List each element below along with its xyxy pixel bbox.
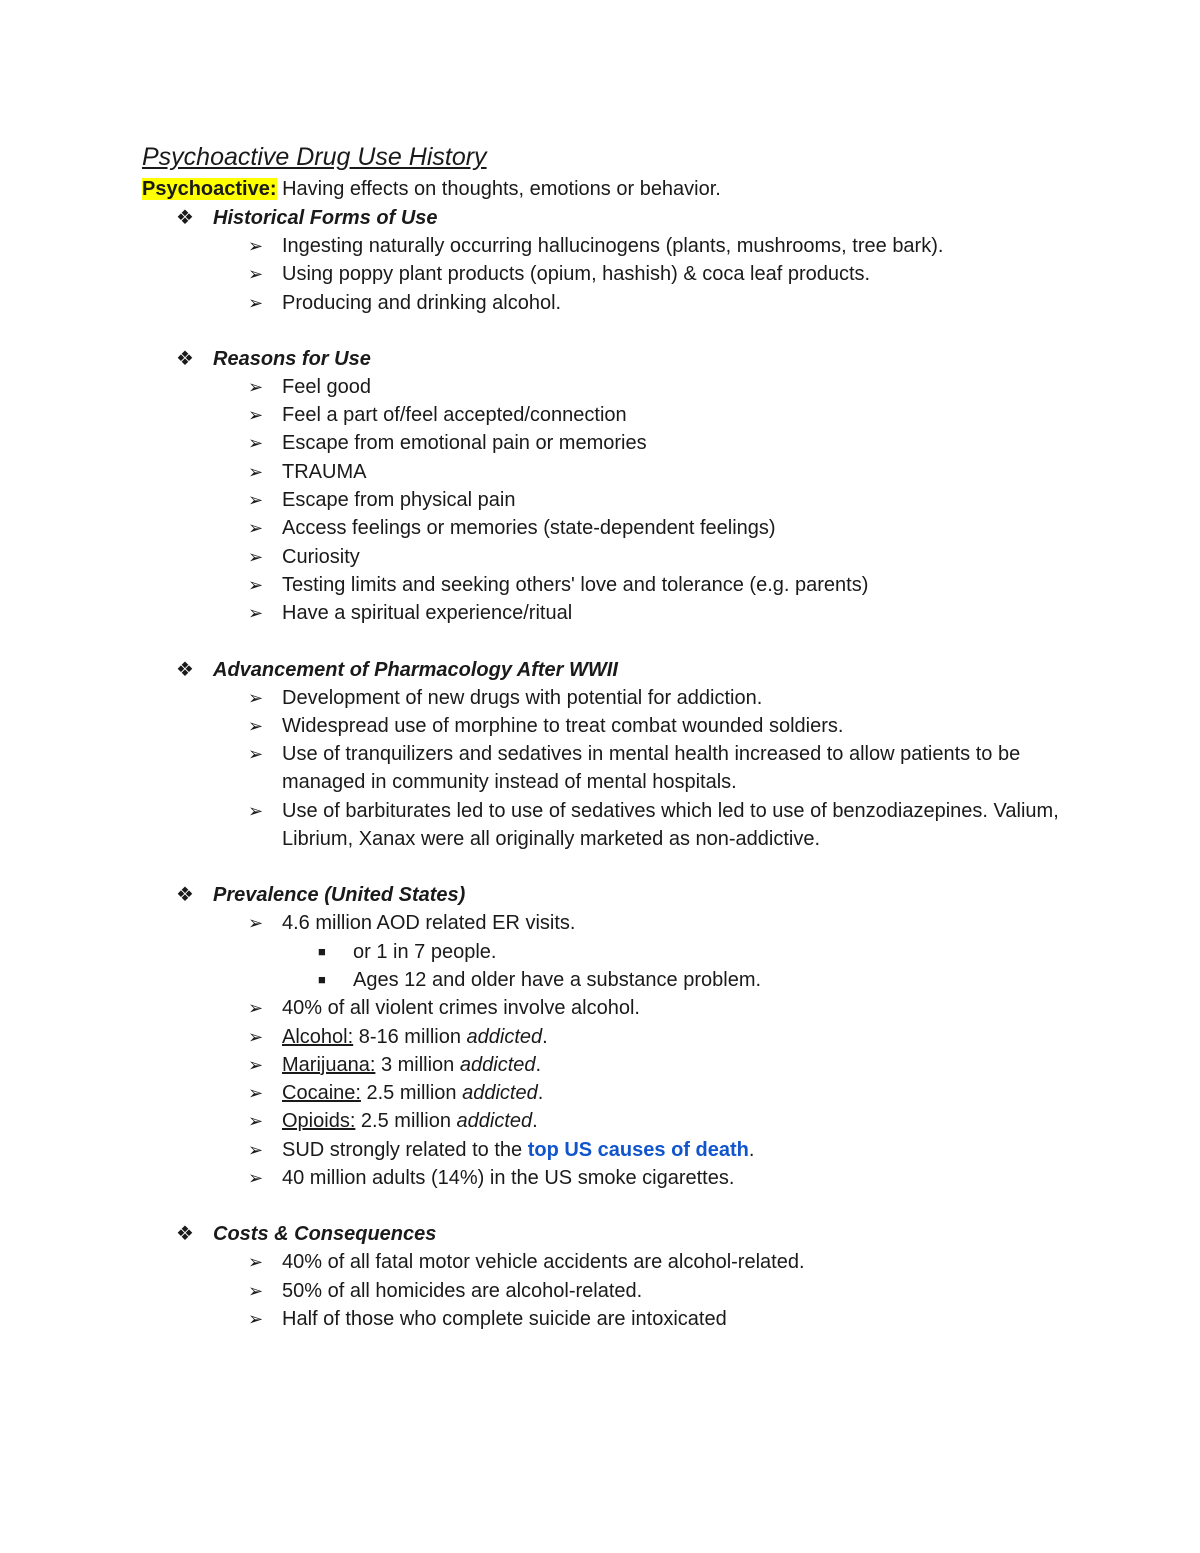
section-historical-forms: [142, 204, 1102, 317]
list-item: ➢ Producing and drinking alcohol.: [142, 289, 1102, 317]
bullet-list: [142, 909, 1102, 1192]
list-item: ➢ Widespread use of morphine to treat combat wounded soldiers.: [142, 712, 1102, 740]
definition-text: Having effects on thoughts, emotions or behavior.: [276, 178, 721, 200]
arrow-bullet-icon: ➢: [248, 376, 264, 397]
arrow-bullet-icon: ➢: [248, 603, 264, 624]
list-item: ➢ Feel a part of/feel accepted/connection: [142, 401, 1102, 429]
bullet-list: [142, 373, 1102, 628]
list-item: ➢ Ingesting naturally occurring hallucinogens (plants, mushrooms, tree bark).: [142, 232, 1102, 260]
arrow-bullet-icon: ➢: [248, 1252, 264, 1273]
arrow-bullet-icon: ➢: [248, 461, 264, 482]
document-page: [142, 140, 1102, 1333]
section-pharmacology-after-wwii: [142, 656, 1102, 854]
arrow-bullet-icon: ➢: [248, 1054, 264, 1075]
list-item: ➢ 50% of all homicides are alcohol-related.: [142, 1277, 1102, 1305]
substance-cocaine: ➢ Cocaine: 2.5 million addicted.: [142, 1079, 1102, 1107]
diamond-bullet-icon: ❖: [176, 207, 194, 229]
arrow-bullet-icon: ➢: [248, 1168, 264, 1189]
list-item: ➢ Testing limits and seeking others' love and tolerance (e.g. parents): [142, 571, 1102, 599]
list-item: ➢ Feel good: [142, 373, 1102, 401]
diamond-bullet-icon: ❖: [176, 347, 194, 370]
list-item: ➢ Have a spiritual experience/ritual: [142, 599, 1102, 627]
arrow-bullet-icon: ➢: [248, 518, 264, 539]
list-item: ➢ 40 million adults (14%) in the US smoke cigarettes.: [142, 1164, 1102, 1192]
arrow-bullet-icon: ➢: [248, 292, 264, 313]
section-heading: ❖ Costs & Consequences: [142, 1220, 1102, 1248]
section-heading: ❖ Advancement of Pharmacology After WWII: [142, 656, 1102, 684]
substance-opioids: ➢ Opioids: 2.5 million addicted.: [142, 1107, 1102, 1135]
square-bullet-icon: ■: [318, 943, 326, 959]
arrow-bullet-icon: ➢: [248, 687, 264, 708]
page-title: Psychoactive Drug Use History: [142, 143, 487, 171]
list-item: ➢ 4.6 million AOD related ER visits.: [142, 909, 1102, 937]
arrow-bullet-icon: ➢: [248, 433, 264, 454]
section-heading: ❖ Reasons for Use: [142, 345, 1102, 373]
list-item: ➢ Access feelings or memories (state-dependent feelings): [142, 514, 1102, 542]
arrow-bullet-icon: ➢: [248, 800, 264, 821]
section-reasons-for-use: [142, 345, 1102, 628]
arrow-bullet-icon: ➢: [248, 1139, 264, 1160]
causes-of-death-link[interactable]: top US causes of death: [527, 1138, 749, 1161]
sub-list-item: ■ or 1 in 7 people.: [142, 938, 1102, 966]
list-item: ➢ Using poppy plant products (opium, hashish) & coca leaf products.: [142, 260, 1102, 288]
list-item: ➢ 40% of all fatal motor vehicle accidents are alcohol-related.: [142, 1248, 1102, 1276]
bullet-list: [142, 684, 1102, 854]
arrow-bullet-icon: ➢: [248, 744, 264, 765]
section-heading: ❖ Prevalence (United States): [142, 881, 1102, 909]
list-item: ➢ Curiosity: [142, 543, 1102, 571]
bullet-list: [142, 232, 1102, 317]
arrow-bullet-icon: ➢: [248, 264, 264, 285]
list-item: ➢ Escape from physical pain: [142, 486, 1102, 514]
list-item: ➢ Use of barbiturates led to use of sedatives which led to use of benzodiazepines. Valium, Librium, Xanax were all originally marketed as non-addictive.: [142, 797, 1102, 854]
arrow-bullet-icon: ➢: [248, 236, 264, 256]
definition-line: [142, 174, 1102, 204]
square-bullet-icon: ■: [318, 971, 326, 987]
list-item: ➢ Use of tranquilizers and sedatives in mental health increased to allow patients to be managed in community instead of mental hospitals.: [142, 740, 1102, 797]
definition-term: Psychoactive:: [142, 178, 277, 200]
list-item: ➢ Half of those who complete suicide are intoxicated: [142, 1305, 1102, 1333]
section-prevalence: [142, 881, 1102, 1192]
arrow-bullet-icon: ➢: [248, 490, 264, 511]
substance-alcohol: ➢ Alcohol: 8-16 million addicted.: [142, 1023, 1102, 1051]
sub-list-item: ■ Ages 12 and older have a substance problem.: [142, 966, 1102, 994]
arrow-bullet-icon: ➢: [248, 1111, 264, 1132]
diamond-bullet-icon: ❖: [176, 1223, 194, 1246]
list-item: ➢ Development of new drugs with potential for addiction.: [142, 684, 1102, 712]
bullet-list: [142, 1248, 1102, 1333]
list-item: ➢ 40% of all violent crimes involve alcohol.: [142, 994, 1102, 1022]
substance-marijuana: ➢ Marijuana: 3 million addicted.: [142, 1051, 1102, 1079]
arrow-bullet-icon: ➢: [248, 574, 264, 595]
arrow-bullet-icon: ➢: [248, 1308, 264, 1329]
arrow-bullet-icon: ➢: [248, 405, 264, 426]
section-heading: ❖ Historical Forms of Use: [142, 204, 1102, 232]
arrow-bullet-icon: ➢: [248, 998, 264, 1019]
arrow-bullet-icon: ➢: [248, 715, 264, 736]
arrow-bullet-icon: ➢: [248, 913, 264, 934]
arrow-bullet-icon: ➢: [248, 1026, 264, 1047]
arrow-bullet-icon: ➢: [248, 546, 264, 567]
arrow-bullet-icon: ➢: [248, 1083, 264, 1104]
list-item: ➢ SUD strongly related to the top US causes of death.: [142, 1136, 1102, 1164]
arrow-bullet-icon: ➢: [248, 1280, 264, 1301]
section-costs-consequences: [142, 1220, 1102, 1333]
diamond-bullet-icon: ❖: [176, 884, 194, 907]
list-item: ➢ TRAUMA: [142, 458, 1102, 486]
diamond-bullet-icon: ❖: [176, 658, 194, 681]
list-item: ➢ Escape from emotional pain or memories: [142, 429, 1102, 457]
